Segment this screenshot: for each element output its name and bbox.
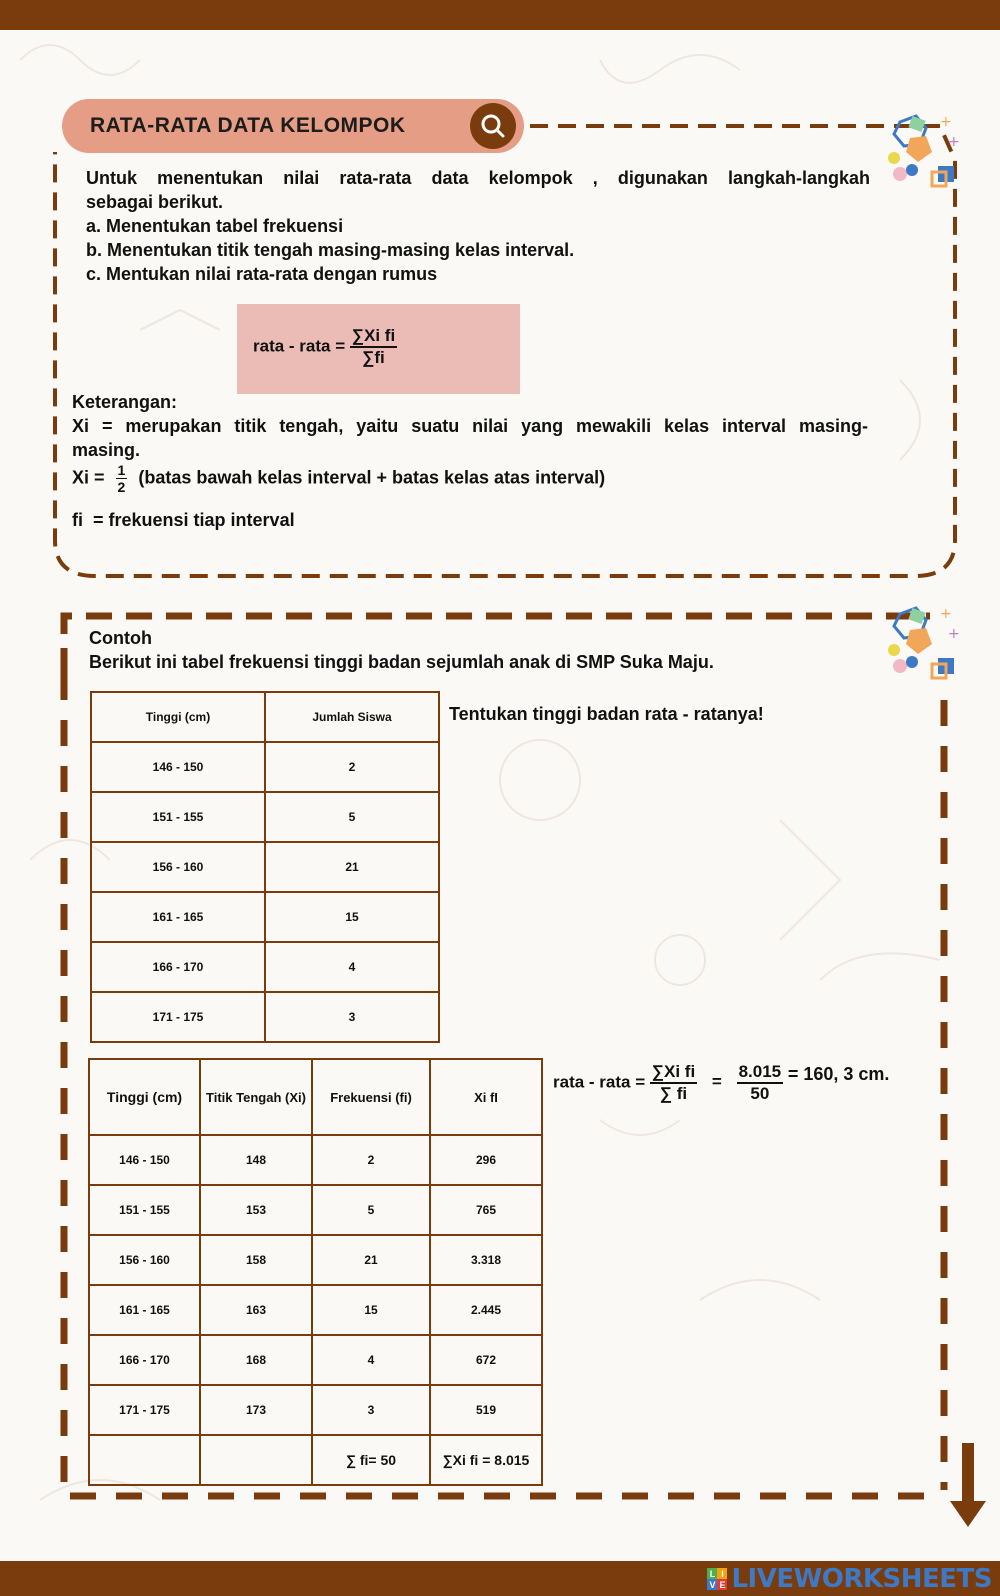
table-cell: 5	[265, 792, 439, 842]
formula-box	[237, 304, 520, 394]
question-text: Tentukan tinggi badan rata - ratanya!	[449, 704, 764, 724]
intro-line-2: sebagai berikut.	[86, 192, 224, 212]
keterangan-title: Keterangan:	[72, 392, 178, 412]
arrow-down-icon	[950, 1443, 986, 1529]
table-cell: 15	[265, 892, 439, 942]
table-cell: 2	[312, 1135, 430, 1185]
half-numerator: 1	[117, 462, 126, 478]
table-cell	[200, 1435, 312, 1485]
formula-lhs: rata - rata =	[253, 336, 346, 356]
table-header-cell: Titik Tengah (Xi)	[200, 1059, 312, 1135]
table-cell: 156 - 160	[89, 1235, 200, 1285]
step-a: a. Menentukan tabel frekuensi	[86, 216, 344, 236]
table-row	[89, 1285, 542, 1335]
xi-definition-line-2: masing.	[72, 440, 141, 460]
decorative-shapes-icon	[880, 112, 964, 196]
fi-definition: fi = frekuensi tiap interval	[72, 510, 295, 530]
liveworksheets-logo	[707, 1562, 992, 1596]
title-banner	[62, 99, 524, 153]
page-title: RATA-RATA DATA KELOMPOK	[90, 114, 406, 137]
table-cell	[89, 1435, 200, 1485]
solution-denominator: ∑ fi	[659, 1084, 688, 1103]
solution-numerator: ∑Xi fi	[650, 1062, 697, 1084]
frequency-table	[90, 691, 440, 1043]
table-row	[91, 842, 439, 892]
table-header-cell: Frekuensi (fi)	[312, 1059, 430, 1135]
table-row	[91, 942, 439, 992]
table-cell: 519	[430, 1385, 542, 1435]
table-cell: 146 - 150	[89, 1135, 200, 1185]
table-cell: 765	[430, 1185, 542, 1235]
xi-formula-lhs: Xi =	[72, 467, 105, 488]
solution-formula	[553, 1062, 889, 1104]
table-cell: 166 - 170	[91, 942, 265, 992]
table-cell: 4	[265, 942, 439, 992]
table-row	[89, 1135, 542, 1185]
table-cell: 21	[312, 1235, 430, 1285]
table-cell: 296	[430, 1135, 542, 1185]
solution-value-denominator: 50	[750, 1084, 770, 1103]
table-header-cell: Jumlah Siswa	[265, 692, 439, 742]
table-cell: 166 - 170	[89, 1335, 200, 1385]
table-header-row	[91, 692, 439, 742]
table-cell: 151 - 155	[91, 792, 265, 842]
table-row	[91, 892, 439, 942]
table-row	[89, 1385, 542, 1435]
solution-fraction	[650, 1062, 697, 1104]
formula-denominator: ∑fi	[362, 348, 385, 367]
table-row	[89, 1235, 542, 1285]
search-button[interactable]	[470, 103, 516, 149]
table-header-cell: Tinggi (cm)	[91, 692, 265, 742]
half-denominator: 2	[117, 479, 126, 495]
table-header-cell: Tinggi (cm)	[89, 1059, 200, 1135]
table-cell: 168	[200, 1335, 312, 1385]
table-cell: 3.318	[430, 1235, 542, 1285]
table-cell: 3	[312, 1385, 430, 1435]
table-cell: 3	[265, 992, 439, 1042]
solution-equals: =	[711, 1072, 722, 1092]
table-cell: 2.445	[430, 1285, 542, 1335]
calculation-table	[88, 1058, 543, 1486]
xi-definition-line-1: Xi = merupakan titik tengah, yaitu suatu nilai yang mewakili kelas interval masing-	[72, 416, 868, 436]
decorative-shapes-icon-2	[880, 604, 964, 688]
table-cell: 161 - 165	[91, 892, 265, 942]
step-c: c. Mentukan nilai rata-rata dengan rumus	[86, 264, 438, 284]
table-row	[91, 992, 439, 1042]
step-b: b. Menentukan titik tengah masing-masing kelas interval.	[86, 240, 575, 260]
table-cell: 146 - 150	[91, 742, 265, 792]
table-row	[91, 742, 439, 792]
formula-fraction	[350, 326, 397, 368]
formula-numerator: ∑Xi fi	[350, 326, 397, 348]
search-icon	[480, 113, 506, 139]
total-xi-fi: ∑Xi fi = 8.015	[430, 1435, 542, 1485]
table-cell: 153	[200, 1185, 312, 1235]
solution-value-fraction	[737, 1062, 784, 1104]
table-cell: 158	[200, 1235, 312, 1285]
svg-text:+: +	[948, 134, 960, 150]
svg-text:+: +	[940, 606, 952, 622]
table-cell: 156 - 160	[91, 842, 265, 892]
intro-line-1: Untuk menentukan nilai rata-rata data kelompok , digunakan langkah-langkah	[86, 168, 870, 188]
total-frequency: ∑ fi= 50	[312, 1435, 430, 1485]
example-title: Contoh	[89, 628, 152, 648]
table-cell: 163	[200, 1285, 312, 1335]
table-cell: 15	[312, 1285, 430, 1335]
solution-result: = 160, 3 cm.	[787, 1064, 890, 1084]
table-total-row	[89, 1435, 542, 1485]
svg-text:+: +	[948, 626, 960, 642]
table-cell: 4	[312, 1335, 430, 1385]
xi-formula-rhs: (batas bawah kelas interval + batas kelas atas interval)	[138, 467, 606, 488]
table-cell: 672	[430, 1335, 542, 1385]
table-row	[89, 1185, 542, 1235]
solution-value-numerator: 8.015	[737, 1062, 784, 1084]
table-header-row	[89, 1059, 542, 1135]
table-cell: 21	[265, 842, 439, 892]
table-header-cell: Xi fI	[430, 1059, 542, 1135]
table-row	[89, 1335, 542, 1385]
table-cell: 161 - 165	[89, 1285, 200, 1335]
solution-lhs: rata - rata =	[553, 1072, 646, 1092]
example-text: Berikut ini tabel frekuensi tinggi badan sejumlah anak di SMP Suka Maju.	[89, 652, 714, 672]
table-cell: 5	[312, 1185, 430, 1235]
table-cell: 171 - 175	[89, 1385, 200, 1435]
table-row	[91, 792, 439, 842]
svg-text:+: +	[940, 114, 952, 130]
table-cell: 173	[200, 1385, 312, 1435]
table-cell: 171 - 175	[91, 992, 265, 1042]
liveworksheets-mark-icon: L I V E	[709, 1568, 726, 1590]
table-cell: 148	[200, 1135, 312, 1185]
table-cell: 151 - 155	[89, 1185, 200, 1235]
half-fraction	[116, 462, 128, 495]
table-cell: 2	[265, 742, 439, 792]
xi-formula	[72, 462, 605, 495]
liveworksheets-brand: LIVEWORKSHEETS	[731, 1564, 992, 1594]
top-bar	[0, 0, 1000, 30]
